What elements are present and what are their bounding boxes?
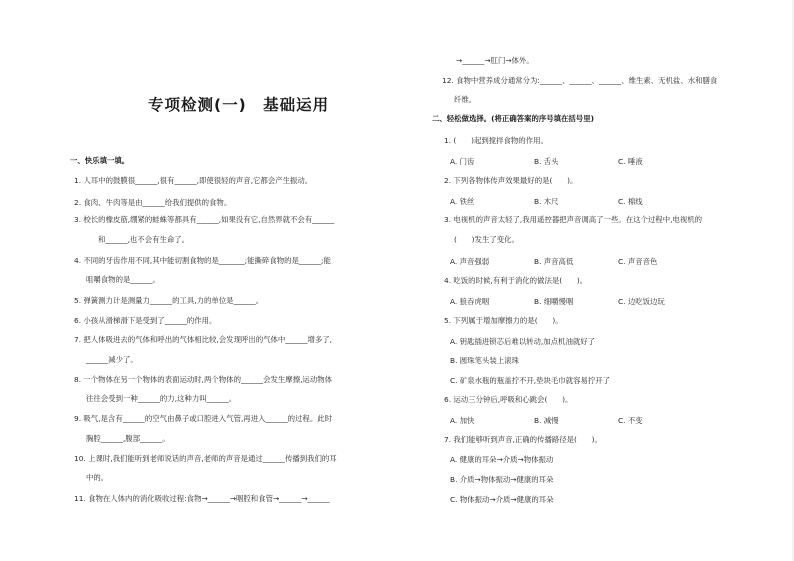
question-line: 6. 运动三分钟后,呼吸和心跳会( )。 — [444, 395, 573, 404]
question-line: 3. 电视机的声音太轻了,我用遥控器把声音调高了一些。在这个过程中,电视机的 — [444, 215, 702, 224]
option-c: C. 声音音色 — [618, 257, 658, 266]
option-b: B. 减慢 — [534, 416, 559, 425]
question-line: 9. 吸气,是含有______的空气由鼻子或口腔进入气管,再进入______的过程。此时 — [74, 414, 332, 423]
question-line: 5. 弹簧测力计是测量力______的工具,力的单位是______。 — [74, 296, 264, 305]
option-c: C. 矿泉水瓶的瓶盖拧不开,垫块毛巾就容易拧开了 — [450, 376, 611, 385]
question-line: 纤维。 — [454, 95, 477, 104]
question-line: 6. 小孩从滑梯滑下是受到了______的作用。 — [74, 316, 217, 325]
option-b: B. 舌头 — [534, 157, 559, 166]
question-line: 和______,也不会有生命了。 — [98, 235, 190, 244]
option-a: A. 狼吞虎咽 — [450, 297, 490, 306]
question-line: 中的。 — [86, 473, 109, 482]
question-line: 2. 下列各物体传声效果最好的是( )。 — [444, 176, 578, 185]
question-line: 4. 不同的牙齿作用不同,其中能切割食物的是_______;能撕碎食物的是______;能 — [74, 256, 331, 265]
question-line: 胸腔______,腹部______。 — [86, 434, 170, 443]
option-a: A. 钥匙插进锁芯后难以转动,加点机油就好了 — [450, 337, 596, 346]
option-b: B. 圆珠笔头装上滚珠 — [450, 356, 519, 365]
section-fill-blank: 一、快乐填一填。 — [70, 156, 130, 165]
question-line: →______→肛门→体外。 — [456, 56, 534, 65]
option-c: C. 唾液 — [618, 157, 643, 166]
question-line: 1. 人耳中的鼓膜很______,很有______,即使很轻的声音,它都会产生振动。 — [74, 176, 313, 185]
option-c: C. 物体振动→介质→健康的耳朵 — [450, 495, 554, 504]
question-line: 11. 食物在人体内的消化吸收过程:食物→______→咽腔和食管→______→______ — [74, 494, 330, 503]
option-a: A. 声音强弱 — [450, 257, 490, 266]
question-line: 7. 把人体吸进去的气体和呼出的气体相比较,会发现呼出的气体中______增多了, — [74, 335, 332, 344]
option-c: C. 棉线 — [618, 197, 643, 206]
question-line: 1. ( )起到搅拌食物的作用。 — [444, 136, 548, 145]
page-title: 专项检测(一) 基础运用 — [148, 96, 330, 114]
question-line: 4. 吃饭的时候,有利于消化的做法是( )。 — [444, 276, 588, 285]
option-b: B. 木尺 — [534, 197, 559, 206]
option-a: A. 门齿 — [450, 157, 475, 166]
option-b: B. 细嚼慢咽 — [534, 297, 574, 306]
question-line: 咀嚼食物的是______。 — [86, 275, 160, 284]
option-a: A. 健康的耳朵→介质→物体振动 — [450, 455, 554, 464]
section-multiple-choice: 二、轻松做选择。(将正确答案的序号填在括号里) — [432, 114, 594, 123]
question-line: 10. 上课时,我们能听到老师说话的声音,老师的声音是通过______传播到我们的耳 — [74, 454, 337, 463]
question-line: 3. 校长的橡皮筋,绷紧的蛙蛛等都具有______,如果没有它,自然界就不会有______ — [74, 215, 335, 224]
option-b: B. 介质→物体振动→健康的耳朵 — [450, 475, 554, 484]
question-line: ( )发生了变化。 — [454, 235, 519, 244]
question-line: 5. 下列属于增加摩擦力的是( )。 — [444, 316, 563, 325]
question-line: ______减少了。 — [86, 355, 138, 364]
option-c: C. 不变 — [618, 416, 643, 425]
question-line: 8. 一个物体在另一个物体的表面运动时,两个物体的______会发生摩擦,运动物体 — [74, 375, 332, 384]
option-a: A. 加快 — [450, 416, 475, 425]
option-a: A. 铁丝 — [450, 197, 475, 206]
question-line: 2. 食肉、牛肉等是由______给我们提供的食物。 — [74, 198, 232, 207]
question-line: 7. 我们能够听到声音,正确的传播路径是( )。 — [444, 435, 602, 444]
option-c: C. 边吃饭边玩 — [618, 297, 665, 306]
option-b: B. 声音高低 — [534, 257, 574, 266]
question-line: 12. 食物中营养成分通常分为:______、______、______、维生素、无机盐、水和膳食 — [442, 76, 718, 85]
question-line: 往往会受到一种______的力,这种力叫______。 — [86, 394, 237, 403]
